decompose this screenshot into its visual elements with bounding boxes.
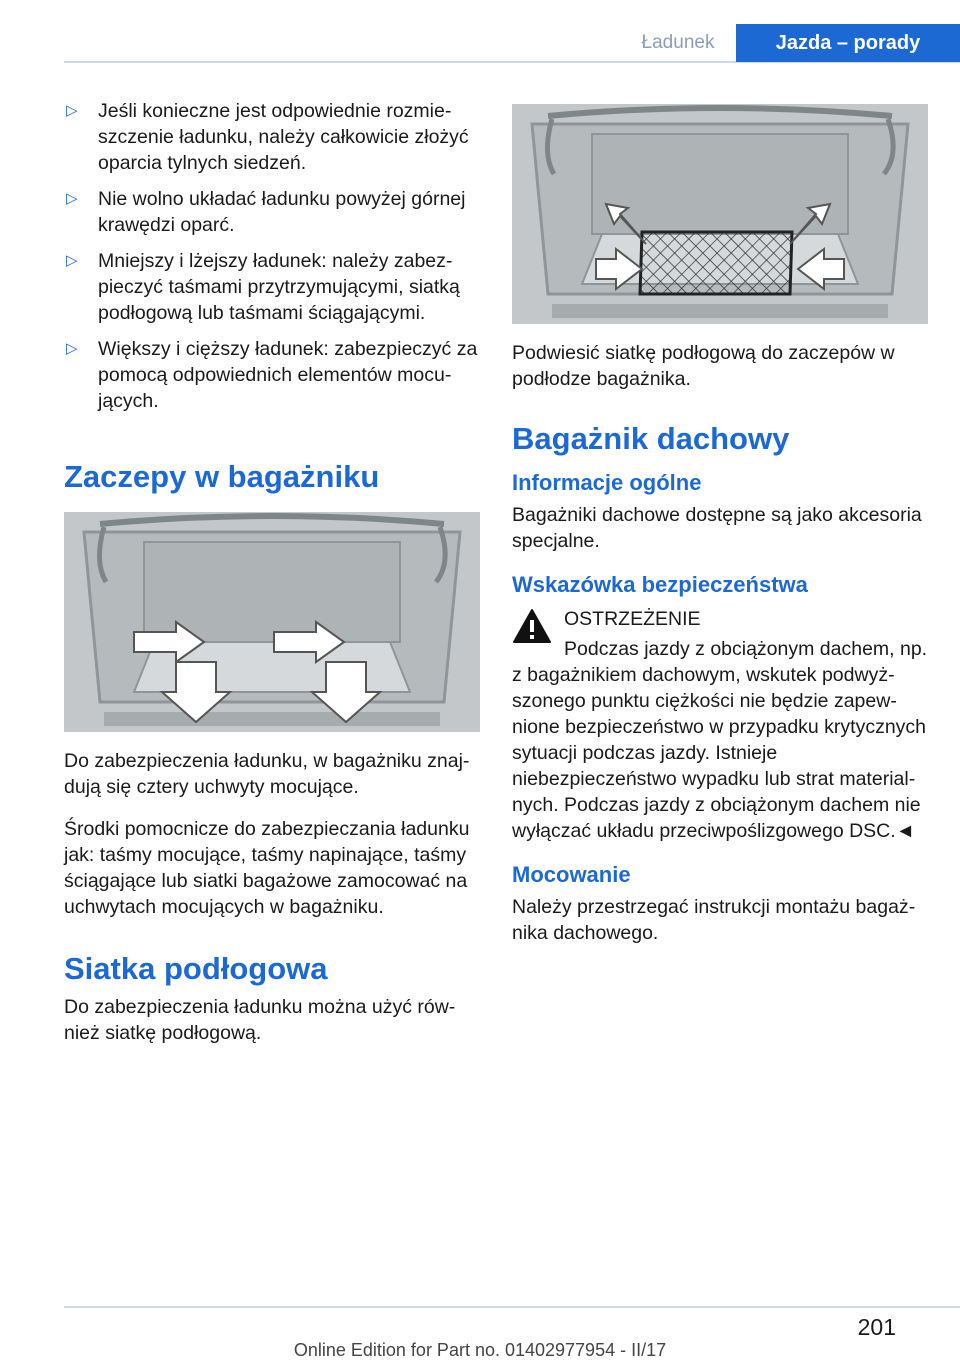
subheading-safety: Wskazówka bezpieczeństwa bbox=[512, 572, 808, 597]
triangle-bullet-icon: ▷ bbox=[66, 102, 78, 119]
trunk-hooks-drawing bbox=[64, 512, 480, 732]
heading-floor-net: Siatka podłogowa bbox=[64, 951, 328, 986]
floor-net-illustration bbox=[512, 104, 928, 324]
paragraph-hooks-2: Środki pomocnicze do zabezpieczania ładunku jak: taśmy mocujące, taśmy napinające, taśmy ściągające lub siatki bagażowe zamocować na uchwytach mocujących w bagażniku. bbox=[64, 818, 470, 918]
page-number: 201 bbox=[857, 1314, 896, 1340]
list-item: ▷ Jeśli konieczne jest odpowiednie rozmieszczenie ładunku, należy całkowicie złożyć oparcia tylnych siedzeń. bbox=[66, 100, 469, 174]
subheading-mounting: Mocowanie bbox=[512, 862, 631, 887]
edition-footer: Online Edition for Part no. 01402977954 - II/17 bbox=[293, 1340, 667, 1360]
warning-triangle-icon bbox=[512, 608, 552, 644]
caption-floor-net: Podwiesić siatkę podłogową do zaczepów w podłodze bagażnika. bbox=[512, 342, 895, 390]
trunk-hooks-illustration bbox=[64, 512, 480, 732]
warning-block bbox=[512, 604, 932, 662]
header-section-tab[interactable]: Ładunek bbox=[641, 32, 715, 53]
warning-title: OSTRZEŻENIE bbox=[564, 608, 701, 630]
list-item: ▷ Większy i cięższy ładunek: zabezpieczyć za pomocą odpowiednich elementów mocujących. bbox=[66, 338, 478, 412]
list-item: ▷ Nie wolno układać ładunku powyżej górnej krawędzi oparć. bbox=[66, 188, 466, 236]
warning-text-first-line: Podczas jazdy z obciążonym dachem, np. bbox=[564, 638, 928, 660]
paragraph-general: Bagażniki dachowe dostępne są jako akcesoria specjalne. bbox=[512, 504, 922, 552]
header-chapter-tab[interactable]: Jazda – porady bbox=[736, 24, 960, 62]
right-column bbox=[512, 104, 932, 962]
paragraph-mounting: Należy przestrzegać instrukcji montażu bagażnika dachowego. bbox=[512, 896, 916, 944]
loading-tips-list bbox=[64, 98, 482, 414]
triangle-bullet-icon: ▷ bbox=[66, 340, 78, 357]
paragraph-hooks-1: Do zabezpieczenia ładunku, w bagażniku znajdują się cztery uchwyty mocujące. bbox=[64, 750, 470, 798]
triangle-bullet-icon: ▷ bbox=[66, 190, 78, 207]
list-item: ▷ Mniejszy i lżejszy ładunek: należy zabezpieczyć taśmami przytrzymującymi, siatką podłogową lub taśmami ściągającymi. bbox=[66, 250, 460, 324]
heading-roof-rack: Bagażnik dachowy bbox=[512, 421, 790, 456]
paragraph-floor-net: Do zabezpieczenia ładunku można użyć również siatkę podłogową. bbox=[64, 996, 456, 1044]
subheading-general: Informacje ogólne bbox=[512, 470, 702, 495]
footer-divider bbox=[64, 1306, 960, 1308]
floor-net-drawing bbox=[512, 104, 928, 324]
triangle-bullet-icon: ▷ bbox=[66, 252, 78, 269]
warning-text: z bagażnikiem dachowym, wskutek podwyższonego punktu ciężkości nie będzie zapewnione bezpieczeństwo w przypadku krytycznych sytuacji podczas jazdy. Istnieje niebezpieczeństwo wypadku lub strat materialnych. Podczas jazdy z obciążonym dachem nie wyłączać układu przeciwpoślizgowego DSC.◄ bbox=[512, 664, 927, 842]
left-column bbox=[64, 98, 482, 1062]
heading-hooks: Zaczepy w bagażniku bbox=[64, 459, 380, 494]
